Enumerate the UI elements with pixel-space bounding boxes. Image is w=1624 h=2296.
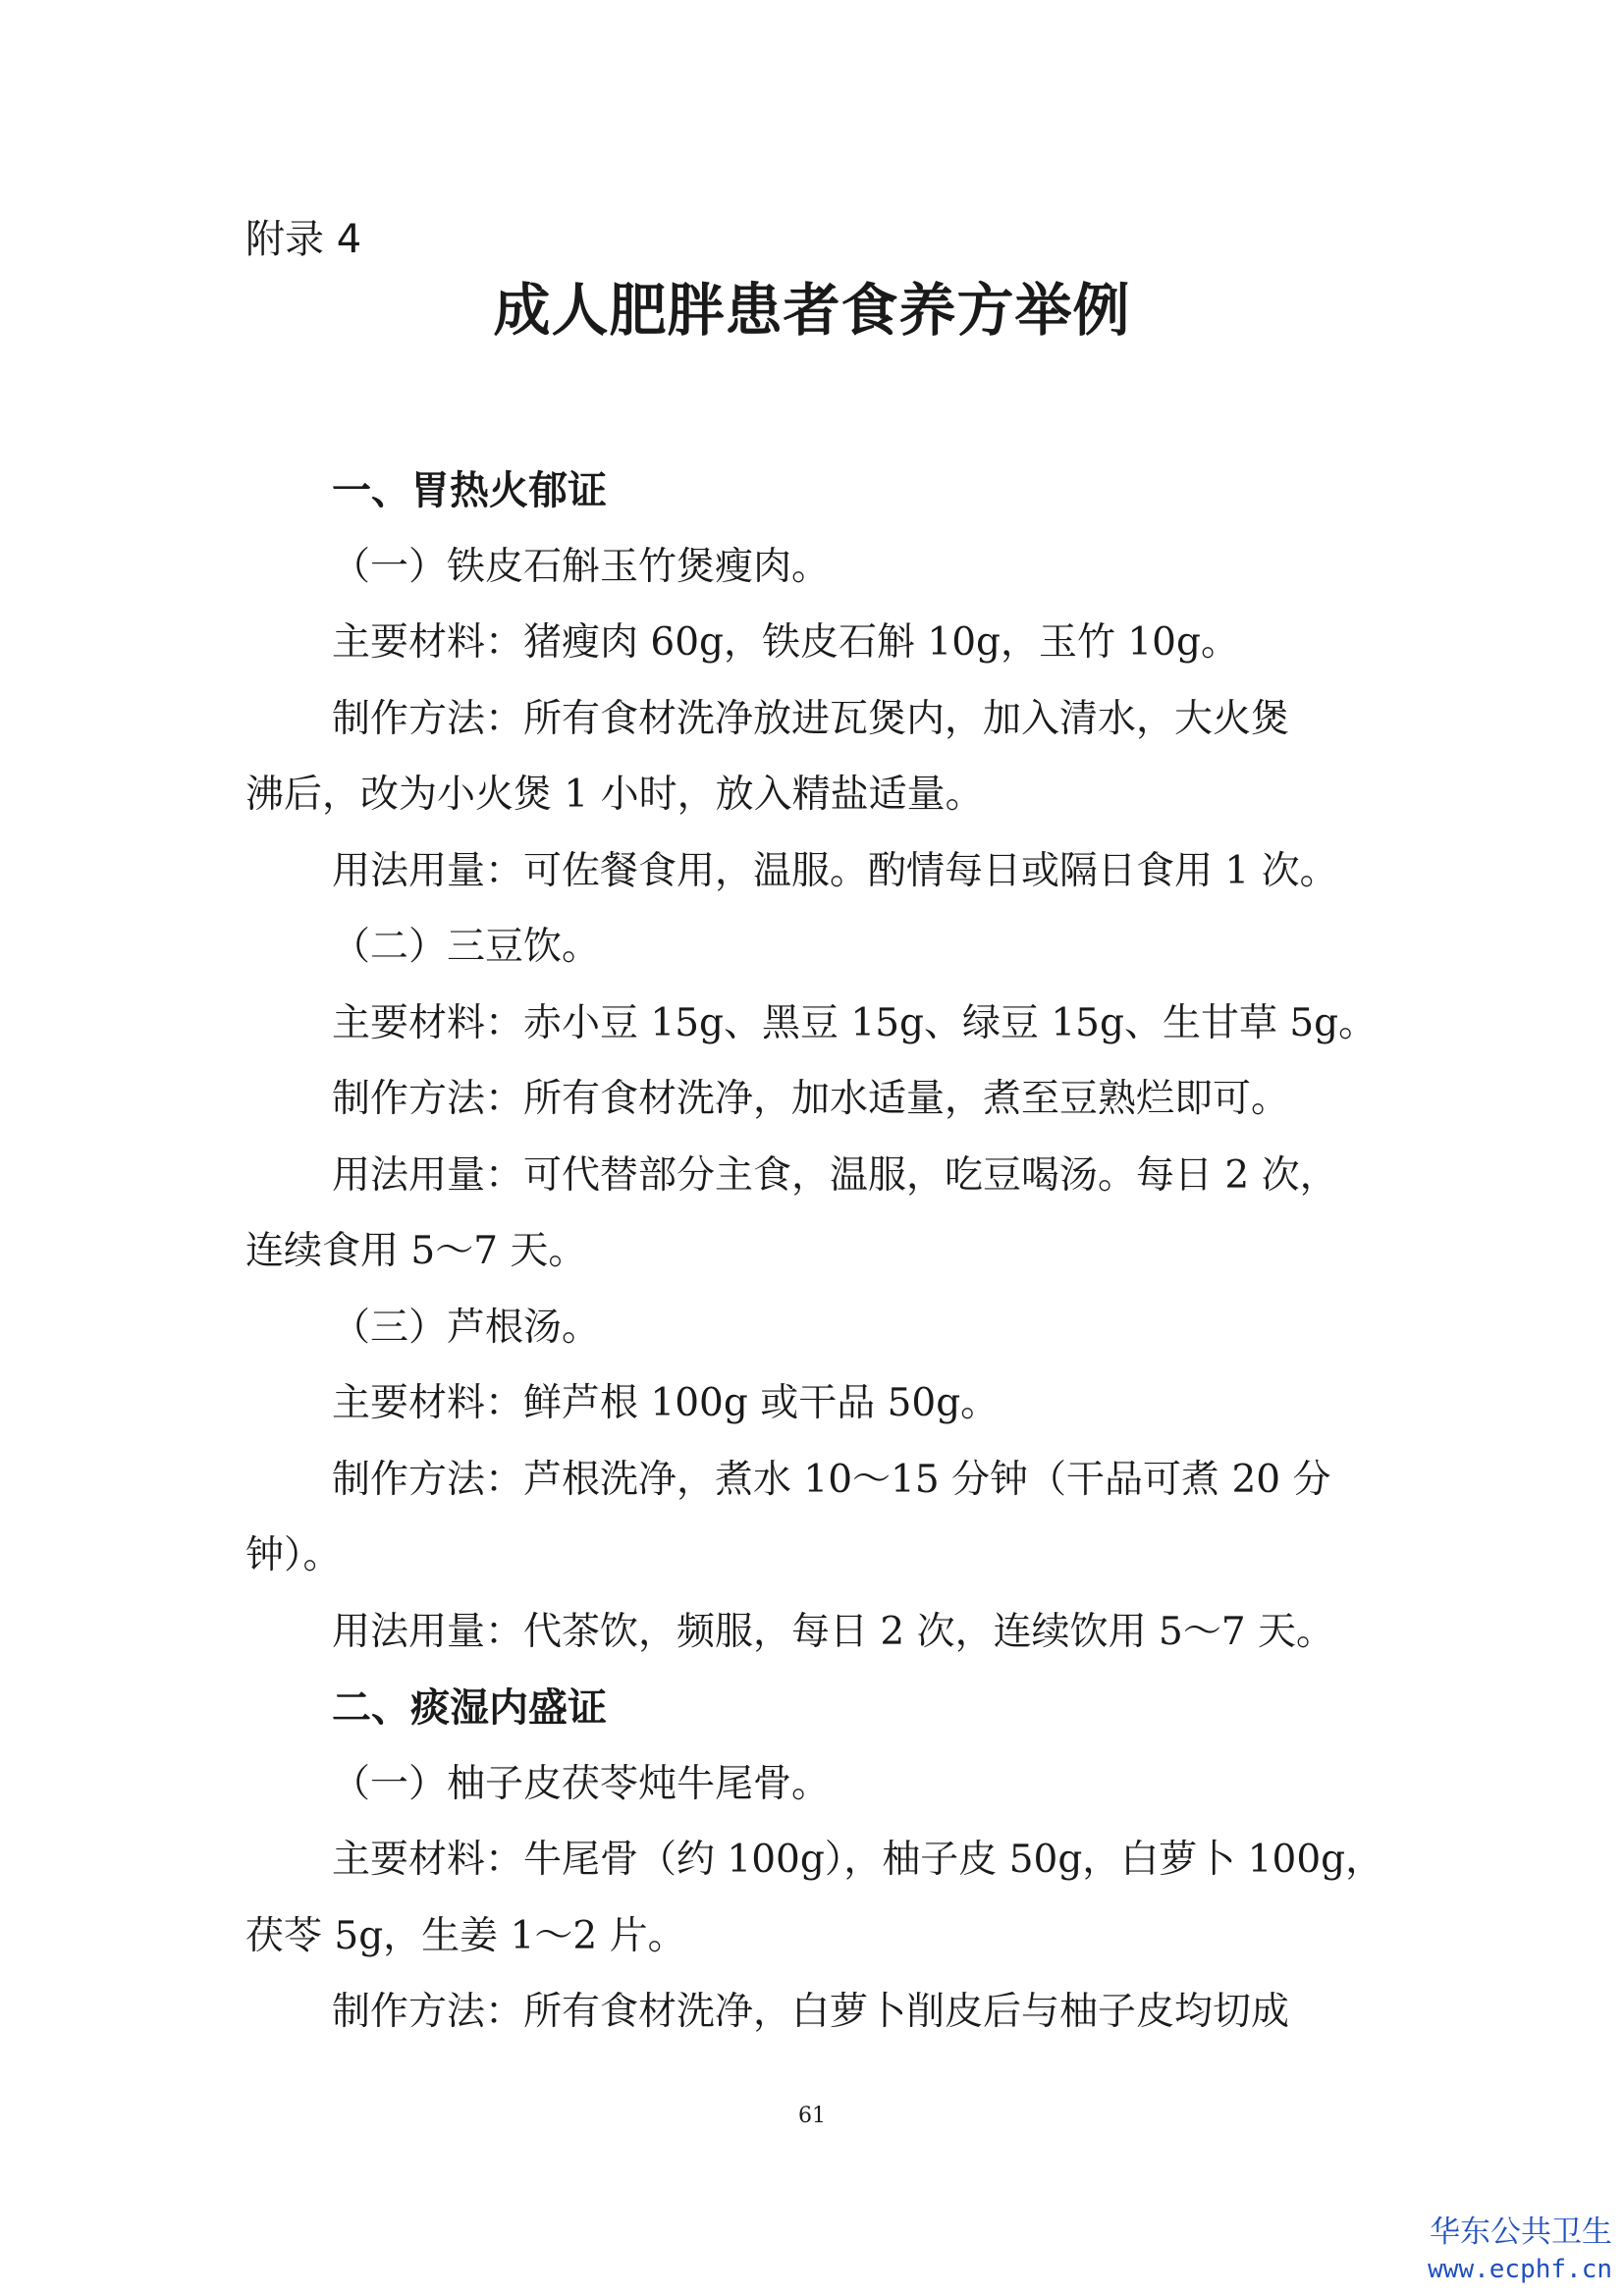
recipe-heading: （一）柚子皮茯苓炖牛尾骨。 — [332, 1762, 831, 1806]
body-line: 主要材料：鲜芦根 100g 或干品 50g。 — [332, 1381, 1000, 1425]
recipe-heading: （二）三豆饮。 — [332, 925, 601, 969]
appendix-label: 附录 4 — [245, 217, 362, 262]
body-line: 主要材料：牛尾骨（约 100g），柚子皮 50g，白萝卜 100g， — [332, 1838, 1384, 1882]
body-line: 钟）。 — [245, 1533, 342, 1577]
page-title: 成人肥胖患者食养方举例 — [493, 277, 1131, 344]
body-line: 主要材料：赤小豆 15g、黑豆 15g、绿豆 15g、生甘草 5g。 — [332, 1001, 1378, 1045]
body-line: 用法用量：代茶饮，频服，每日 2 次，连续饮用 5～7 天。 — [332, 1610, 1335, 1654]
body-line: 用法用量：可代替部分主食，温服，吃豆喝汤。每日 2 次， — [332, 1153, 1338, 1198]
body-line: 连续食用 5～7 天。 — [245, 1229, 587, 1273]
body-line: 制作方法：所有食材洗净，加水适量，煮至豆熟烂即可。 — [332, 1077, 1290, 1121]
watermark-name: 华东公共卫生 — [1430, 2215, 1612, 2250]
body-line: 制作方法：所有食材洗净，白萝卜削皮后与柚子皮均切成 — [332, 1990, 1290, 2034]
watermark — [1428, 2214, 1612, 2288]
page-number: 61 — [798, 2104, 826, 2128]
section-heading: 二、痰湿内盛证 — [332, 1685, 607, 1731]
section-heading: 一、胃热火郁证 — [332, 468, 607, 513]
recipe-heading: （三）芦根汤。 — [332, 1306, 601, 1350]
body-line: 茯苓 5g，生姜 1～2 片。 — [245, 1914, 686, 1958]
body-line: 用法用量：可佐餐食用，温服。酌情每日或隔日食用 1 次。 — [332, 849, 1338, 893]
recipe-heading: （一）铁皮石斛玉竹煲瘦肉。 — [332, 545, 831, 589]
body-line: 沸后，改为小火煲 1 小时，放入精盐适量。 — [245, 773, 984, 817]
watermark-url[interactable]: www.ecphf.cn — [1428, 2255, 1612, 2284]
body-line: 主要材料：猪瘦肉 60g，铁皮石斛 10g，玉竹 10g。 — [332, 620, 1239, 665]
body-line: 制作方法：所有食材洗净放进瓦煲内，加入清水，大火煲 — [332, 697, 1290, 741]
body-line: 制作方法：芦根洗净，煮水 10～15 分钟（干品可煮 20 分 — [332, 1458, 1331, 1502]
